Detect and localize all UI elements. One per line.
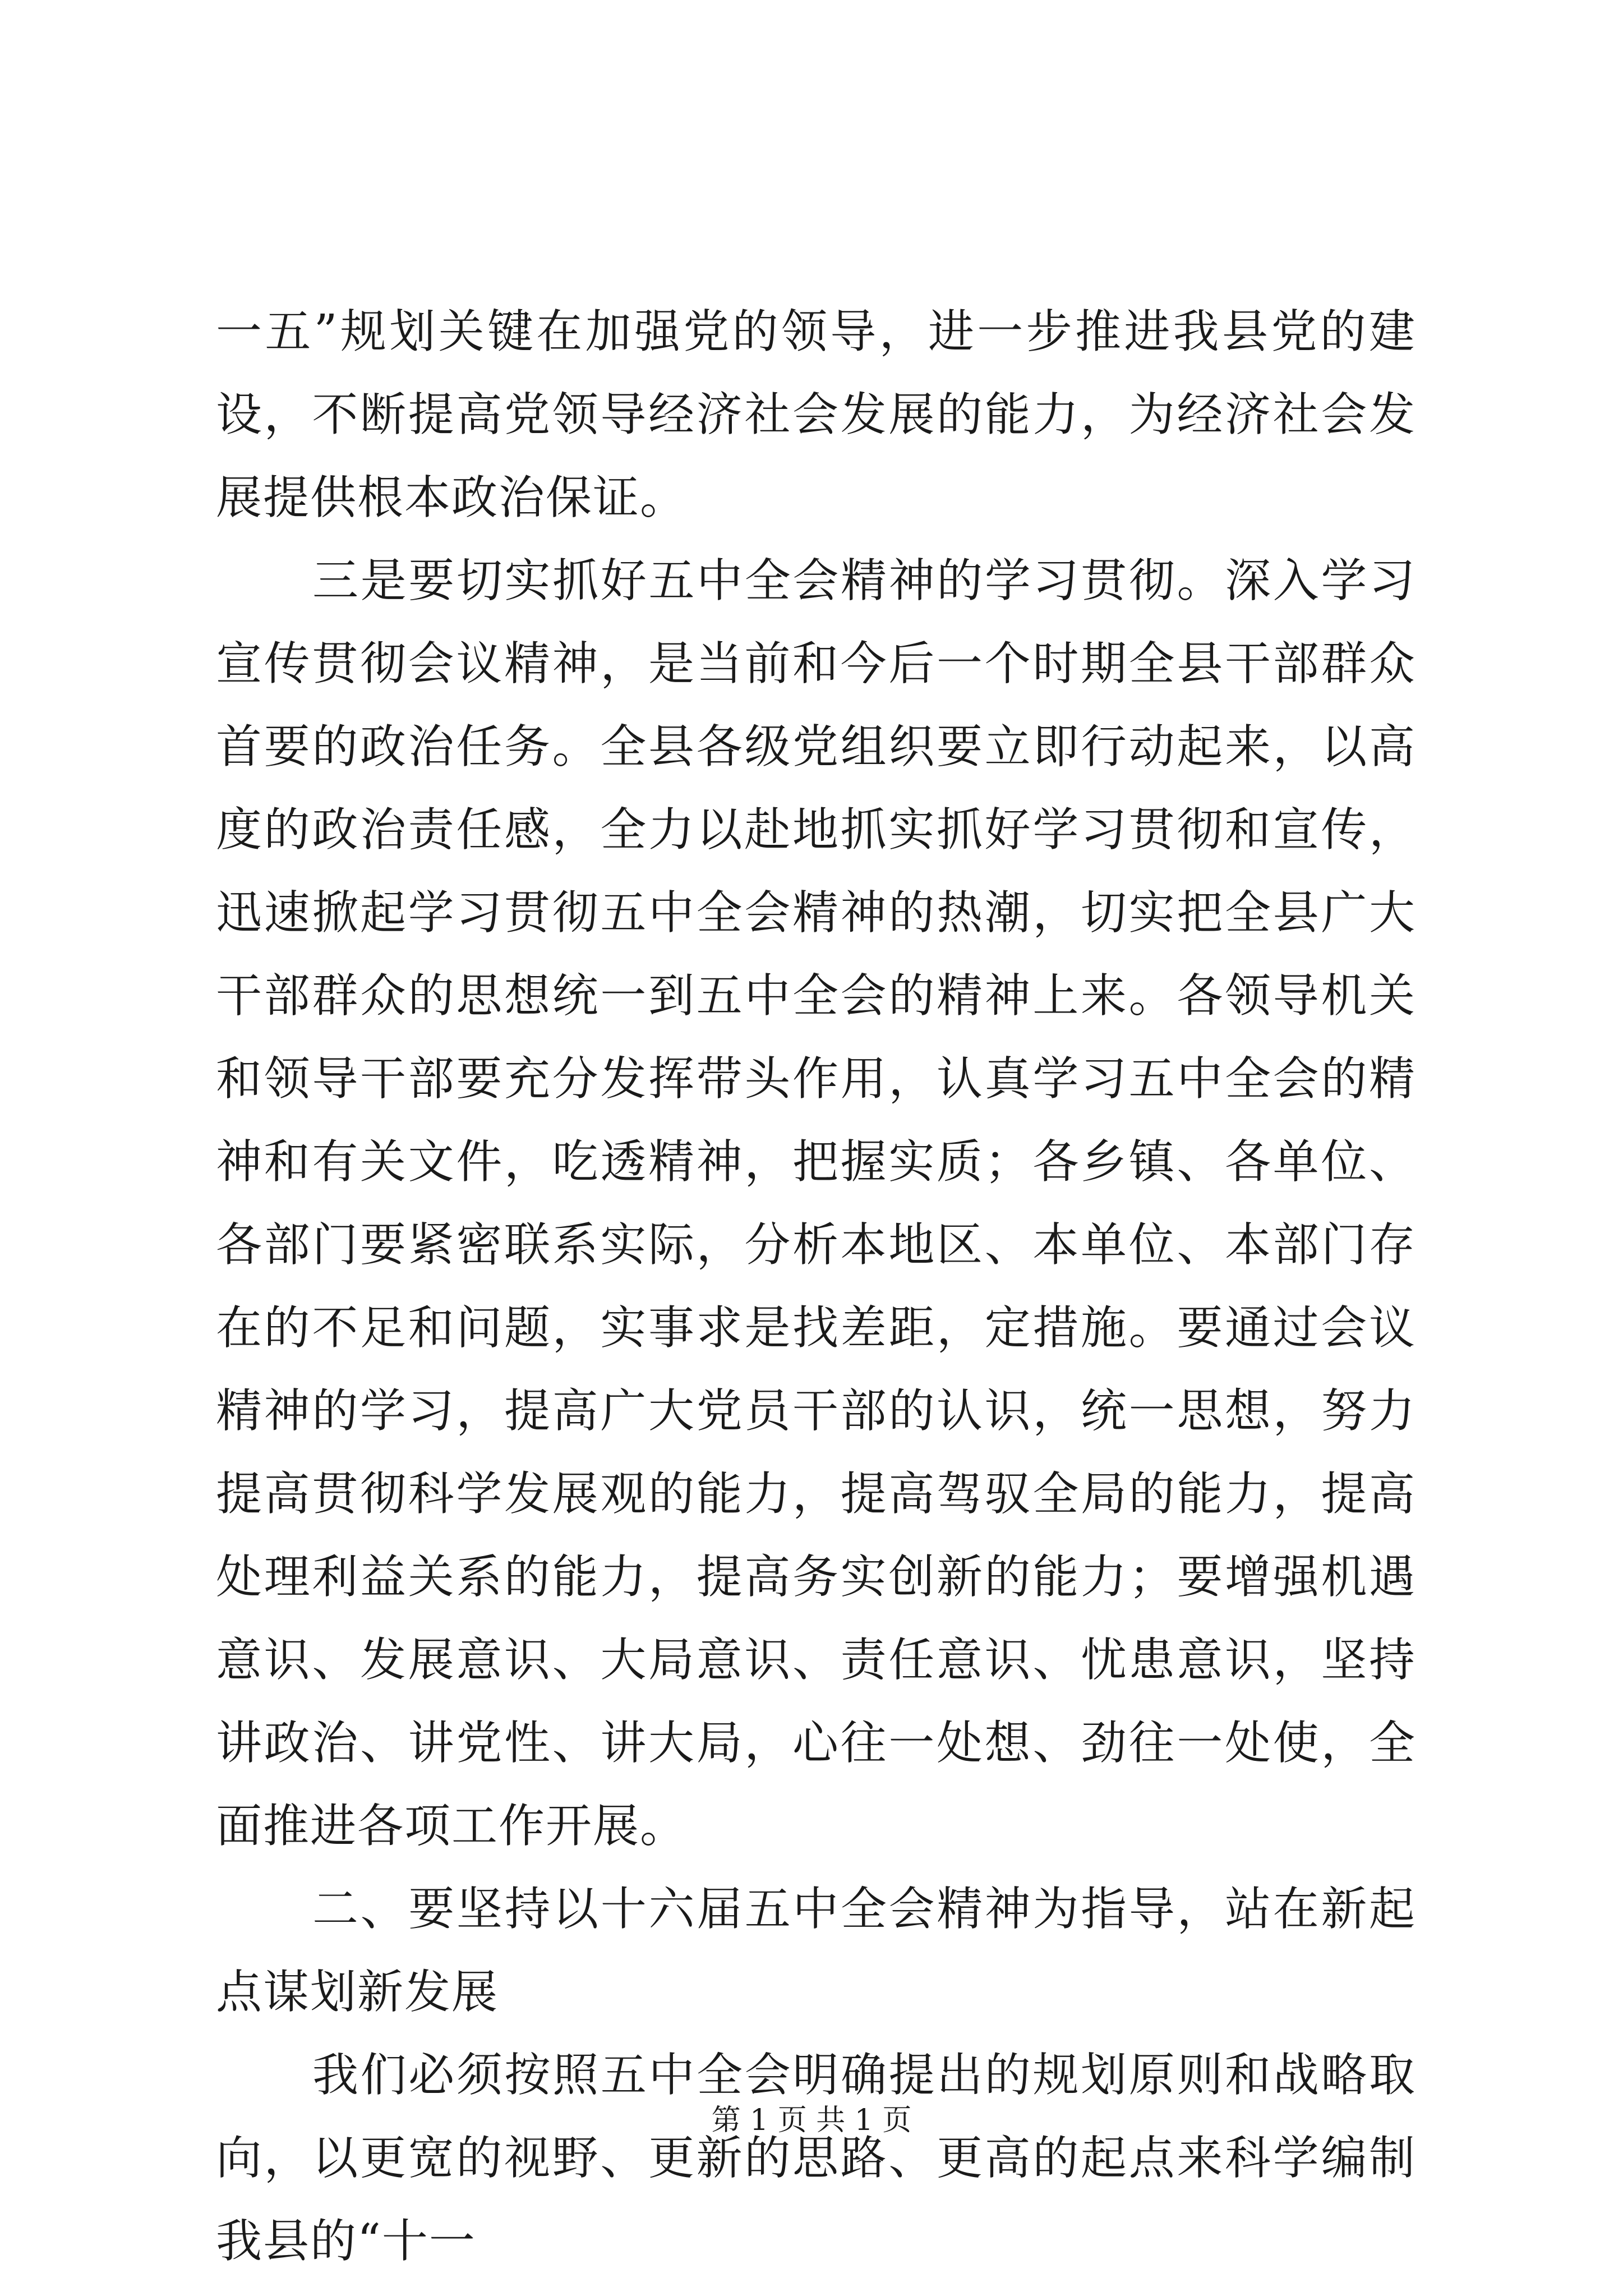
paragraph-planning: 我们必须按照五中全会明确提出的规划原则和战略取向，以更宽的视野、更新的思路、更高的起点来科学编制我县的“十一 [216, 2049, 1416, 2268]
page-footer: 第 1 页 共 1 页 [711, 2104, 912, 2137]
section-heading-two: 二、要坚持以十六届五中全会精神为指导，站在新起点谋划新发展 [216, 1883, 1416, 2019]
paragraph-study-implementation: 三是要切实抓好五中全会精神的学习贯彻。深入学习宣传贯彻会议精神，是当前和今后一个时期全县干部群众首要的政治任务。全县各级党组织要立即行动起来，以高度的政治责任感，全力以赴地抓实抓好学习贯彻和宣传，迅速掀起学习贯彻五中全会精神的热潮，切实把全县广大干部群众的思想统一到五中全会的精神上来。各领导机关和领导干部要充分发挥带头作用，认真学习五中全会的精神和有关文件，吃透精神，把握实质；各乡镇、各单位、各部门要紧密联系实际，分析本地区、本单位、本部门存在的不足和问题，实事求是找差距，定措施。要通过会议精神的学习，提高广大党员干部的认识，统一思想，努力提高贯彻科学发展观的能力，提高驾驭全局的能力，提高处理利益关系的能力，提高务实创新的能力；要增强机遇意识、发展意识、大局意识、责任意识、忧患意识，坚持讲政治、讲党性、讲大局，心往一处想、劲往一处使，全面推进各项工作开展。 [216, 554, 1416, 1853]
paragraph-continuation: 一五”规划关键在加强党的领导，进一步推进我县党的建设，不断提高党领导经济社会发展的能力，为经济社会发展提供根本政治保证。 [216, 305, 1416, 524]
document-body [216, 291, 1416, 2283]
